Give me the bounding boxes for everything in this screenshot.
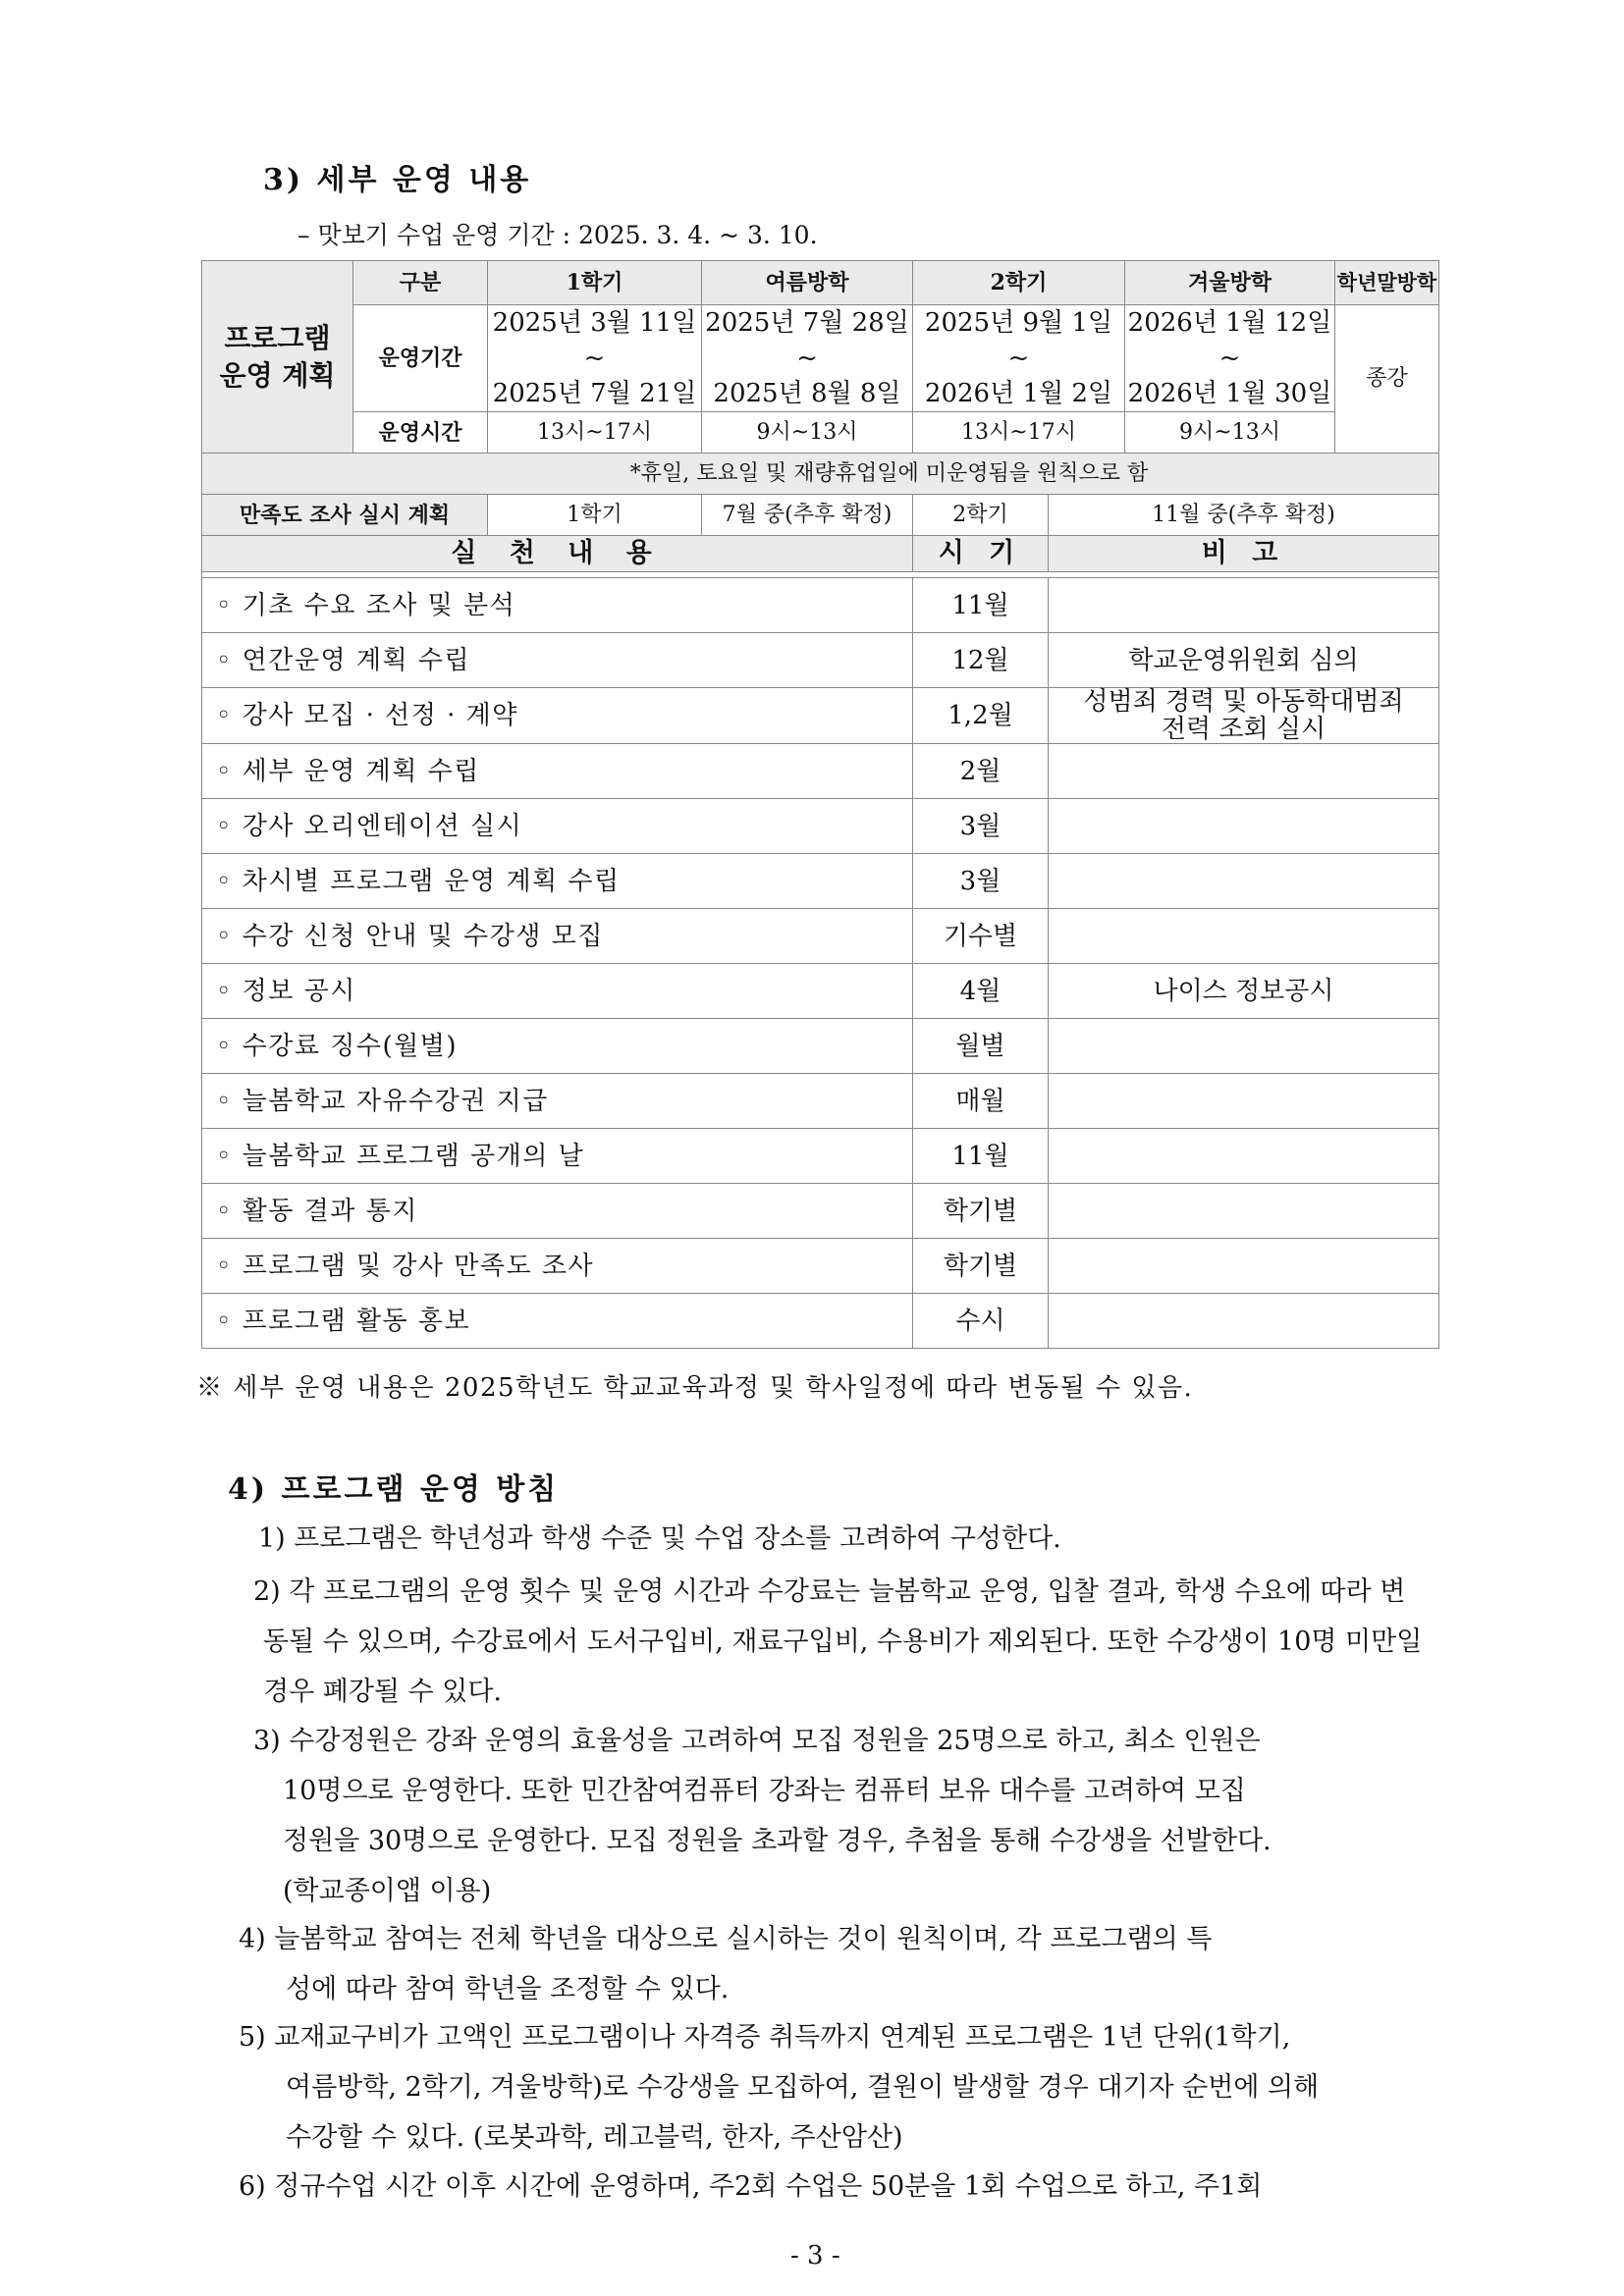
period-value: 2026년 1월 12일 ~ 2026년 1월 30일 [1125, 305, 1335, 412]
survey-value: 7월 중(추후 확정) [702, 495, 913, 536]
activity-remarks [1049, 1239, 1439, 1294]
term-header: 2학기 [913, 261, 1125, 305]
period-value: 2025년 3월 11일 ~ 2025년 7월 21일 [488, 305, 702, 412]
term-header: 겨울방학 [1125, 261, 1335, 305]
period-label: 운영기간 [353, 305, 488, 412]
activity-content: ◦ 정보 공시 [202, 964, 913, 1019]
activity-remarks [1049, 909, 1439, 964]
activity-content: ◦ 기초 수요 조사 및 분석 [202, 578, 913, 633]
activity-timing: 학기별 [913, 1239, 1049, 1294]
hours-value: 9시~13시 [702, 412, 913, 454]
section-3-title: 3) 세부 운영 내용 [263, 163, 532, 197]
activity-timing: 1,2월 [913, 688, 1049, 744]
activity-row [202, 909, 1439, 964]
footnote: ※ 세부 운영 내용은 2025학년도 학교교육과정 및 학사일정에 따라 변동될 수 있음. [196, 1373, 1194, 1403]
activity-content: ◦ 강사 오리엔테이션 실시 [202, 799, 913, 854]
activity-row [202, 744, 1439, 799]
activity-content: ◦ 프로그램 및 강사 만족도 조사 [202, 1239, 913, 1294]
hours-label: 운영시간 [353, 412, 488, 454]
activity-remarks [1049, 854, 1439, 909]
term-header: 1학기 [488, 261, 702, 305]
survey-value: 1학기 [488, 495, 702, 536]
hours-value: 13시~17시 [488, 412, 702, 454]
activity-row [202, 1294, 1439, 1349]
activity-remarks [1049, 578, 1439, 633]
survey-label: 만족도 조사 실시 계획 [202, 495, 488, 536]
activity-timing: 4월 [913, 964, 1049, 1019]
activity-remarks [1049, 799, 1439, 854]
program-plan-label: 프로그램 운영 계획 [202, 261, 353, 454]
activity-content: ◦ 늘봄학교 자유수강권 지급 [202, 1074, 913, 1129]
section-4-title: 4) 프로그램 운영 방침 [228, 1472, 560, 1507]
remarks-header: 비 고 [1049, 536, 1439, 572]
survey-value: 11월 중(추후 확정) [1049, 495, 1439, 536]
policy-item-2: 2) 각 프로그램의 운영 횟수 및 운영 시간과 수강료는 늘봄학교 운영, 입찰 결과, 학생 수요에 따라 변 동될 수 있으며, 수강료에서 도서구입비, 재료구입비, 수용비가 제외된다. 또한 수강생이 10명 미만일 경우 폐강될 수 있다. [253, 1576, 1423, 1707]
timing-header: 시 기 [913, 536, 1049, 572]
program-plan-table [201, 260, 1439, 1349]
page-number: - 3 - [790, 2241, 840, 2270]
activity-content: ◦ 프로그램 활동 홍보 [202, 1294, 913, 1349]
activity-content: ◦ 활동 결과 통지 [202, 1184, 913, 1239]
activity-content: ◦ 수강료 징수(월별) [202, 1019, 913, 1074]
policy-item-3: 3) 수강정원은 강좌 운영의 효율성을 고려하여 모집 정원을 25명으로 하고, 최소 인원은 10명으로 운영한다. 또한 민간참여컴퓨터 강좌는 컴퓨터 보유 대수를 고려하여 모집 정원을 30명으로 운영한다. 모집 정원을 초과할 경우, 추첨을 통해 수강생을 선발한다. (학교종이앱 이용) [253, 1726, 1272, 1906]
activity-row [202, 1019, 1439, 1074]
activity-timing: 3월 [913, 799, 1049, 854]
preview-period: – 맛보기 수업 운영 기간 : 2025. 3. 4. ~ 3. 10. [298, 221, 818, 249]
activity-content: ◦ 강사 모집 · 선정 · 계약 [202, 688, 913, 744]
closure-note: *휴일, 토요일 및 재량휴업일에 미운영됨을 원칙으로 함 [202, 454, 1439, 495]
period-value: 2025년 9월 1일 ~ 2026년 1월 2일 [913, 305, 1125, 412]
activity-timing: 3월 [913, 854, 1049, 909]
col-header-category: 구분 [353, 261, 488, 305]
activity-row [202, 633, 1439, 688]
activity-row [202, 688, 1439, 744]
activity-content: ◦ 차시별 프로그램 운영 계획 수립 [202, 854, 913, 909]
activity-remarks: 나이스 정보공시 [1049, 964, 1439, 1019]
activity-row [202, 964, 1439, 1019]
survey-value: 2학기 [913, 495, 1049, 536]
winter-end-value: 종강 [1335, 305, 1439, 454]
policy-item-5: 5) 교재교구비가 고액인 프로그램이나 자격증 취득까지 연계된 프로그램은 1년 단위(1학기, 여름방학, 2학기, 겨울방학)로 수강생을 모집하여, 결원이 발생할 경우 대기자 순번에 의해 수강할 수 있다. (로봇과학, 레고블럭, 한자, 주산암산) [239, 2022, 1320, 2153]
activity-timing: 2월 [913, 744, 1049, 799]
activity-row [202, 578, 1439, 633]
hours-value: 9시~13시 [1125, 412, 1335, 454]
activity-header: 실 천 내 용 [202, 536, 913, 572]
policy-item-1: 1) 프로그램은 학년성과 학생 수준 및 수업 장소를 고려하여 구성한다. [258, 1523, 1061, 1554]
activity-remarks [1049, 1294, 1439, 1349]
period-value: 2025년 7월 28일 ~ 2025년 8월 8일 [702, 305, 913, 412]
activity-remarks [1049, 744, 1439, 799]
activity-timing: 11월 [913, 578, 1049, 633]
activity-row [202, 1184, 1439, 1239]
activity-timing: 11월 [913, 1129, 1049, 1184]
term-header: 여름방학 [702, 261, 913, 305]
activity-row [202, 799, 1439, 854]
activity-remarks [1049, 1184, 1439, 1239]
activity-timing: 기수별 [913, 909, 1049, 964]
activity-content: ◦ 늘봄학교 프로그램 공개의 날 [202, 1129, 913, 1184]
activity-row [202, 1239, 1439, 1294]
activity-content: ◦ 연간운영 계획 수립 [202, 633, 913, 688]
activity-row [202, 854, 1439, 909]
hours-value: 13시~17시 [913, 412, 1125, 454]
activity-remarks [1049, 1129, 1439, 1184]
policy-item-6: 6) 정규수업 시간 이후 시간에 운영하며, 주2회 수업은 50분을 1회 수업으로 하고, 주1회 [239, 2171, 1263, 2202]
activity-timing: 12월 [913, 633, 1049, 688]
activity-timing: 매월 [913, 1074, 1049, 1129]
activity-row [202, 1129, 1439, 1184]
policy-item-4: 4) 늘봄학교 참여는 전체 학년을 대상으로 실시하는 것이 원칙이며, 각 프로그램의 특 성에 따라 참여 학년을 조정할 수 있다. [239, 1924, 1213, 2004]
activity-timing: 수시 [913, 1294, 1049, 1349]
activity-remarks [1049, 1019, 1439, 1074]
activity-remarks [1049, 1074, 1439, 1129]
term-header: 학년말방학 [1335, 261, 1439, 305]
activity-timing: 학기별 [913, 1184, 1049, 1239]
activity-remarks: 성범죄 경력 및 아동학대범죄 전력 조회 실시 [1049, 688, 1439, 744]
activity-row [202, 1074, 1439, 1129]
activity-content: ◦ 수강 신청 안내 및 수강생 모집 [202, 909, 913, 964]
activity-remarks: 학교운영위원회 심의 [1049, 633, 1439, 688]
activity-timing: 월별 [913, 1019, 1049, 1074]
activity-content: ◦ 세부 운영 계획 수립 [202, 744, 913, 799]
